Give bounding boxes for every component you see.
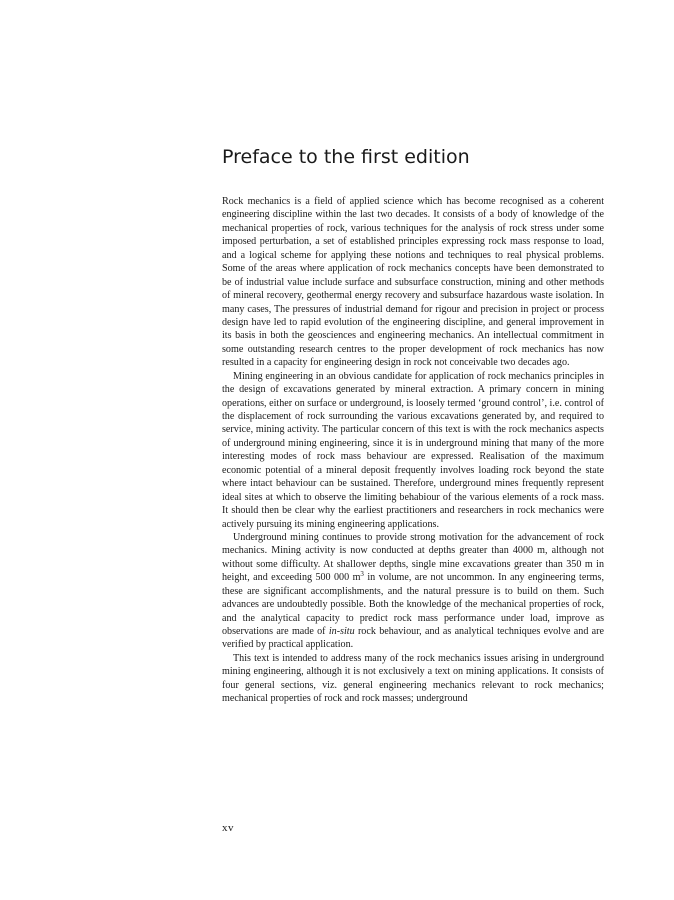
cubic-superscript: 3 bbox=[360, 570, 364, 579]
paragraph-3-text-b: in volume, are not uncommon. In any engineering terms, these are significant accomplishments, and the natural pressure is to build on them. Such advances are undoubtedly possible. Both the knowledge of the mechanical properties of rock, and the analytical capacity to predict rock mass performance under load, improve as observations are made of bbox=[222, 572, 604, 637]
page-number: xv bbox=[222, 822, 234, 834]
in-situ-italic: in-situ bbox=[328, 626, 355, 637]
paragraph-1: Rock mechanics is a field of applied science which has become recognised as a coherent engineering discipline within the last two decades. It consists of a body of knowledge of the mechanical properties of rock, various techniques for the analysis of rock stress under some imposed perturbation, a set of established principles expressing rock mass response to load, and a logical scheme for applying these notions and techniques to real physical problems. Some of the areas where application of rock mechanics concepts have been demonstrated to be of industrial value include surface and subsurface construction, mining and other methods of mineral recovery, geothermal energy recovery and subsurface hazardous waste isolation. In many cases, The pressures of industrial demand for rigour and precision in project or process design have led to rapid evolution of the engineering discipline, and general improvement in its basis in both the geosciences and engineering mechanics. An intellectual commitment in some outstanding research centres to the proper development of rock mechanics has now resulted in a capacity for engineering design in rock not conceivable two decades ago. bbox=[222, 196, 604, 369]
preface-body bbox=[222, 195, 604, 706]
paragraph-2: Mining engineering in an obvious candidate for application of rock mechanics principles in the design of excavations generated by mineral extraction. A primary concern in mining operations, either on surface or underground, is loosely termed ‘ground control’, i.e. control of the displacement of rock surrounding the various excavations generated by, and required to service, mining activity. The particular concern of this text is with the rock mechanics aspects of underground mining engineering, since it is in underground mining that many of the more interesting modes of rock mass behaviour are expressed. Realisation of the maximum economic potential of a mineral deposit frequently involves loading rock beyond the state where intact behaviour can be sustained. Therefore, underground mines frequently represent ideal sites at which to observe the limiting behabiour of the various elements of a rock mass. It should then be clear why the earliest practitioners and researchers in rock mechanics were actively pursuing its mining engineering applications. bbox=[222, 370, 604, 530]
paragraph-4: This text is intended to address many of the rock mechanics issues arising in underground mining engineering, although it is not exclusively a text on mining applications. It consists of four general sections, viz. general engineering mechanics relevant to rock mechanics; mechanical properties of rock and rock masses; underground bbox=[222, 652, 604, 705]
page-title: Preface to the first edition bbox=[222, 146, 470, 168]
paragraph-3-text-c: rock behaviour, and as analytical techniques evolve and are verified by practical application. bbox=[222, 626, 604, 651]
paragraph-3 bbox=[222, 531, 604, 652]
paragraph-3-text-a: Underground mining continues to provide strong motivation for the advancement of rock mechanics. Mining activity is now conducted at depths greater than 4000 m, although not without some difficulty. At shallower depths, single mine excavations greater than 350 m in height, and exceeding 500 000 m bbox=[222, 531, 604, 584]
